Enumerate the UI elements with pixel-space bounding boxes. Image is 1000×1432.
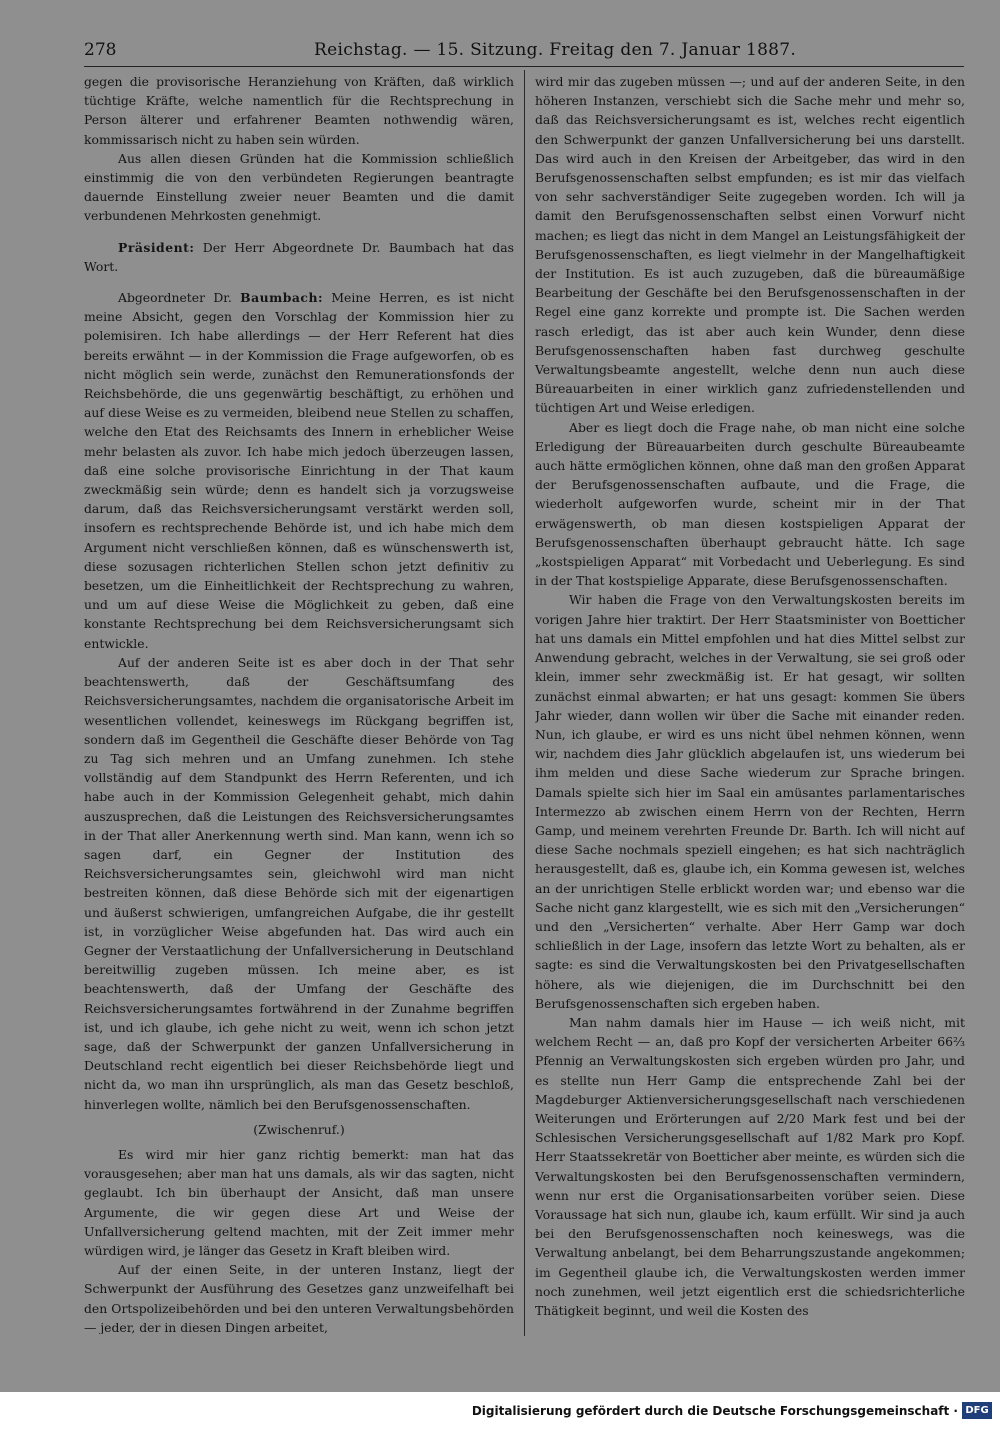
paragraph: Auf der anderen Seite ist es aber doch in der That sehr beachtenswerth, daß der Geschäftsumfang des Reichsversicherungsamtes, nachdem die organisatorische Arbeit im wesentlichen vollendet, keineswegs im Rückgang begriffen ist, sondern daß im Gegentheil die Geschäfte dieser Behörde von Tag zu Tag sich mehren und an Umfang zunehmen. Ich stehe vollständig auf dem Standpunkt des Herrn Referenten, und ich habe auch in der Kommission Gelegenheit gehabt, mich dahin auszusprechen, daß die Leistungen des Reichsversicherungsamtes in der That aller Anerkennung werth sind. Man kann, wenn ich so sagen darf, ein Gegner der Institution des Reichsversicherungsamtes sein, gleichwohl wird man nicht bestreiten können, daß diese Behörde sich mit der eigenartigen und äußerst schwierigen, umfangreichen Aufgabe, die ihr gestellt ist, in vorzüglicher Weise abgefunden hat. Das wird auch ein Gegner der Verstaatlichung der Unfallversicherung in Deutschland bereitwillig zugeben müssen. Ich meine aber, es ist beachtenswerth, daß der Umfang der Geschäfte des Reichsversicherungsamtes fortwährend in der Zunahme begriffen ist, und ich glaube, ich gehe nicht zu weit, wenn ich schon jetzt sage, daß der Schwerpunkt der ganzen Unfallversicherung in Deutschland recht eigentlich bei dieser Reichsbehörde liegt und nicht da, wo man ihn ursprünglich, als man das Gesetz beschloß, hinverlegen wollte, nämlich bei den Berufsgenossenschaften. [84, 654, 514, 1112]
column-divider [524, 70, 525, 1336]
dfg-logo: DFG [962, 1402, 992, 1419]
paragraph: Es wird mir hier ganz richtig bemerkt: man hat das vorausgesehen; aber man hat uns damals, als wir das sagten, nicht geglaubt. Ich bin überhaupt der Ansicht, daß man unsere Argumente, die wir gegen diese Art und Weise der Unfallversicherung geltend machten, mit der Zeit immer mehr würdigen wird, je länger das Gesetz in Kraft bleiben wird. [84, 1146, 514, 1258]
page-header [84, 40, 964, 64]
running-head: Reichstag. — 15. Sitzung. Freitag den 7. Januar 1887. [314, 40, 797, 60]
left-column [84, 72, 514, 1334]
funding-note: Digitalisierung gefördert durch die Deutsche Forschungsgemeinschaft · [471, 1404, 958, 1418]
right-column [535, 72, 965, 1334]
paragraph: Auf der einen Seite, in der unteren Instanz, liegt der Schwerpunkt der Ausführung des Gesetzes ganz unzweifelhaft bei den Ortspolizeibehörden und bei den unteren Verwaltungsbehörden — jeder, der in diesen Dingen arbeitet, [84, 1262, 514, 1334]
paragraph: gegen die provisorische Heranziehung von Kräften, daß wirklich tüchtige Kräfte, welche namentlich für die Rechtsprechung in Person älterer und erfahrener Beamten nothwendig wären, kommissarisch nicht zu haben sein würden. [84, 74, 514, 147]
paragraph: wird mir das zugeben müssen —; und auf der anderen Seite, in den höheren Instanzen, verschiebt sich die Sache mehr und mehr so, daß das Reichsversicherungsamt es ist, welches recht eigentlich den Schwerpunkt der ganzen Unfallversicherung bei uns darstellt. Das wird auch in den Kreisen der Arbeitgeber, das wird in den Berufsgenossenschaften selbst empfunden; es ist mir das vielfach von sehr sachverständiger Seite zugegeben worden. Ich will ja damit den Berufsgenossenschaften selbst einen Vorwurf nicht machen; es liegt das nicht in dem Mangel an Leistungsfähigkeit der Berufsgenossenschaften, es liegt vielmehr in der Mangelhaftigkeit der Institution. Es ist auch zuzugeben, daß die büreaumäßige Bearbeitung der Geschäfte bei den Berufsgenossenschaften in der Regel eine ganz korrekte und prompte ist. Die Sachen werden rasch erledigt, das ist aber auch kein Wunder, denn diese Berufsgenossenschaften haben fast durchweg geschulte Verwaltungsbeamte angestellt, welche denn nun auch diese Büreauarbeiten in einer wirklich ganz zufriedenstellenden und tüchtigen Art und Weise erledigen. [535, 74, 965, 416]
speaker-name: Baumbach: [240, 290, 324, 306]
paragraph: Wir haben die Frage von den Verwaltungskosten bereits im vorigen Jahre hier traktirt. Der Herr Staatsminister von Boetticher hat uns damals ein Mittel empfohlen und hat dies Mittel selbst zur Anwendung gebracht, welches in der Verwaltung, sie sei groß oder klein, immer sehr zweckmäßig ist. Er hat gesagt, wir sollten zunächst einmal abwarten; er hat uns gesagt: kommen Sie übers Jahr wieder, dann wollen wir über die Sache mit einander reden. Nun, ich glaube, er wird es uns nicht übel nehmen können, wenn wir, nachdem dies Jahr glücklich abgelaufen ist, uns wiederum bei ihm melden und diese Sache wiederum zur Sprache bringen. Damals spielte sich hier im Saal ein amüsantes parlamentarisches Intermezzo ab zwischen einem Herrn von der Rechten, Herrn Gamp, und meinem verehrten Freunde Dr. Barth. Ich will nicht auf diese Sache nochmals speziell eingehen; es hat sich nachträglich herausgestellt, daß es, glaube ich, ein Komma gewesen ist, welches an der unrichtigen Stelle erblickt worden war; und ebenso war die Sache nicht ganz klargestellt, wie es sich mit den „Versicherungen“ und den „Versicherten“ verhalte. Aber Herr Gamp war doch schließlich in der Lage, insofern das letzte Wort zu behalten, als er sagte: es sind die Verwaltungskosten bei den Privatgesellschaften höhere, als wie diejenigen, die im Durchschnitt bei den Berufsgenossenschaften sich ergeben haben. [535, 592, 965, 1011]
paragraph-text: Meine Herren, es ist nicht meine Absicht, gegen den Vorschlag der Kommission hier zu polemisiren. Ich habe allerdings — der Herr Referent hat dies bereits erwähnt — in der Kommission die Frage aufgeworfen, ob es nicht möglich sein werde, zunächst den Remunerationsfonds der Reichsbehörde, die uns gegenwärtig beschäftigt, zu erhöhen und auf diese Weise es zu vermeiden, bleibend neue Stellen zu schaffen, welche den Etat des Reichsamts des Innern in erheblicher Weise mehr belasten als zuvor. Ich habe mich jedoch überzeugen lassen, daß eine solche provisorische Einrichtung in der That kaum zweckmäßig sein würde; denn es handelt sich ja vorzugsweise darum, daß das Reichsversicherungsamt verstärkt werden soll, insofern es rechtsprechende Behörde ist, und ich habe mich dem Argument nicht verschließen können, daß es wünschenswerth ist, diese sozusagen richterlichen Stellen schon jetzt definitiv zu besetzen, um die Einheitlichkeit der Rechtsprechung zu wahren, und um auf diese Weise die Möglichkeit zu geben, daß eine konstante Rechtsprechung bei dem Reichsversicherungsamt sich entwickle. [84, 290, 514, 651]
paragraph-text: Der Herr Abgeordnete Dr. Baumbach hat das Wort. [84, 239, 514, 274]
speaker-name: Präsident: [118, 239, 195, 255]
paragraph: Aber es liegt doch die Frage nahe, ob man nicht eine solche Erledigung der Büreauarbeiten durch geschulte Büreaubeamte auch hätte ermöglichen können, ohne daß man den großen Apparat der Berufsgenossenschaften aufbaute, und die Frage, die wiederholt aufgeworfen wurde, scheint mir in der That erwägenswerth, ob man diesen kostspieligen Apparat der Berufsgenossenschaften überhaupt gebraucht hätte. Ich sage „kostspieligen Apparat“ mit Vorbedacht und Ueberlegung. Es sind in der That kostspielige Apparate, diese Berufsgenossenschaften. [535, 419, 965, 589]
speaker-intro: Abgeordneter Dr. [118, 290, 232, 306]
interjection: (Zwischenruf.) [253, 1121, 345, 1137]
paragraph: Aus allen diesen Gründen hat die Kommission schließlich einstimmig die von den verbündeten Regierungen beantragte dauernde Einstellung zweier neuer Beamten und die damit verbundenen Mehrkosten genehmigt. [84, 150, 514, 224]
paragraph: Man nahm damals hier im Hause — ich weiß nicht, mit welchem Recht — an, daß pro Kopf der versicherten Arbeiter 66⅔ Pfennig an Verwaltungskosten sich ergeben würden pro Jahr, und es stellte nun Herr Gamp die entsprechende Zahl bei der Magdeburger Aktienversicherungsgesellschaft nach verschiedenen Weiterungen und Erörterungen auf 2/20 Mark fest und bei der Schlesischen Versicherungsgesellschaft auf 1/82 Mark pro Kopf. Herr Staatssekretär von Boetticher aber meinte, es würden sich die Verwaltungskosten bei den Berufsgenossenschaften vermindern, wenn nur erst die Organisationsarbeiten vorüber seien. Diese Voraussage hat sich nun, glaube ich, kaum erfüllt. Wir sind ja auch bei den Berufsgenossenschaften noch keineswegs, was die Verwaltung anbelangt, bei dem Beharrungszustande angekommen; im Gegentheil glaube ich, die Verwaltungskosten werden immer noch zunehmen, weil jetzt eigentlich erst die schiedsrichterliche Thätigkeit beginnt, und weil die Kosten des [535, 1014, 965, 1318]
speaker-paragraph [84, 288, 514, 653]
page-number: 278 [84, 40, 117, 60]
header-rule [84, 66, 964, 67]
footer [0, 1392, 1000, 1432]
speaker-paragraph [84, 238, 514, 276]
